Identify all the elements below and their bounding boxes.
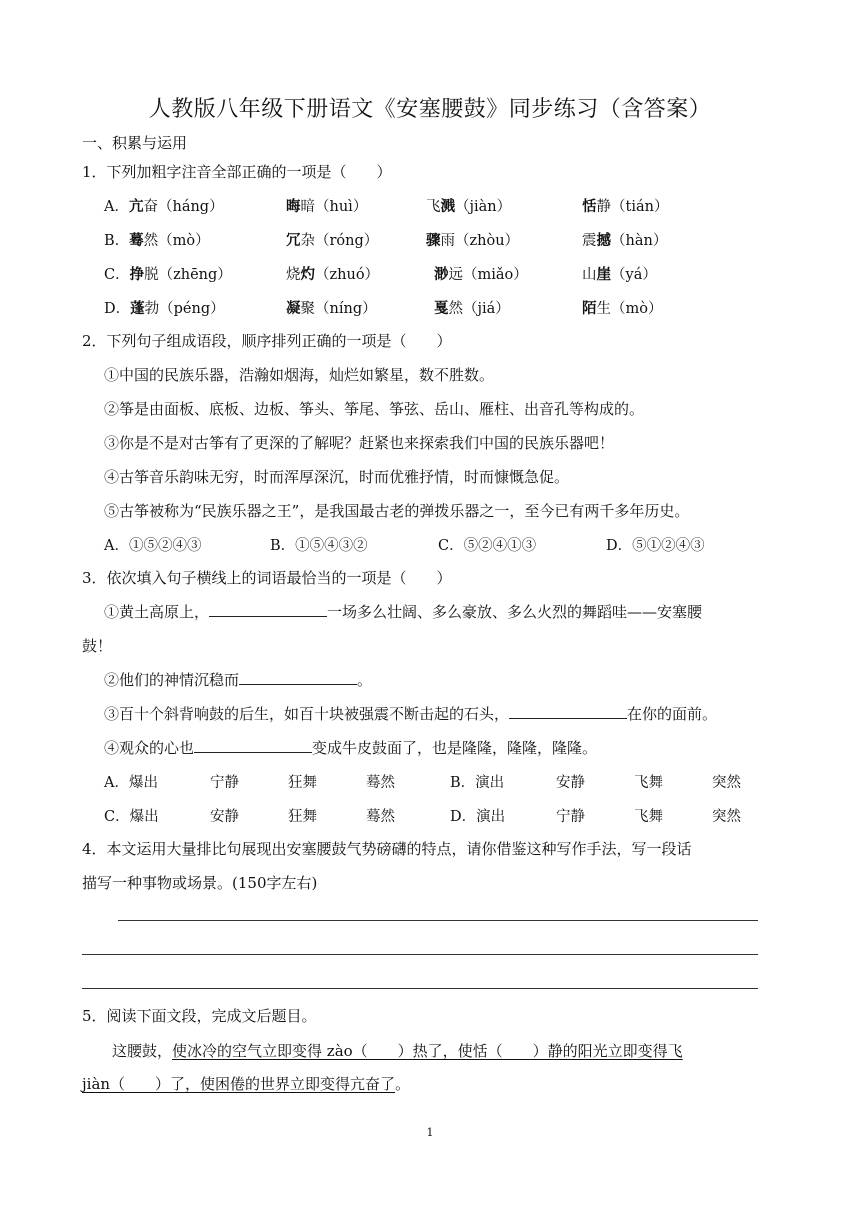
q3-option-a-w2: 宁静 — [210, 775, 239, 791]
q1-option-a3: 飞溅（jiàn） — [426, 198, 512, 215]
q3-option-d-w4: 突然 — [712, 809, 741, 825]
q2-option-b: B．①⑤④③② — [270, 538, 368, 554]
q1-option-a2: 晦暗（huì） — [286, 198, 368, 215]
q4-stem-line1: 4．本文运用大量排比句展现出安塞腰鼓气势磅礴的特点，请你借鉴这种写作手法，写一段话 — [82, 840, 692, 858]
q5-passage-line2: jiàn（ ）了，使困倦的世界立即变得亢奋了。 — [82, 1075, 411, 1093]
q2-option-d: D．⑤①②④③ — [606, 538, 705, 554]
q3-option-b-w2: 安静 — [556, 775, 585, 791]
answer-blank — [194, 738, 312, 753]
q3-sentence-1: ①黄土高原上， 一场多么壮阔、多么豪放、多么火烈的舞蹈哇——安塞腰 — [104, 603, 703, 621]
q2-sentence-5: ⑤古筝被称为“民族乐器之王”，是我国最古老的弹拨乐器之一，至今已有两千多年历史。 — [104, 502, 690, 520]
q2-option-c: C．⑤②④①③ — [438, 538, 537, 554]
q3-option-c-label: C．爆出 — [104, 809, 159, 825]
q3-option-a-w4: 蓦然 — [366, 775, 395, 791]
q3-option-d-w2: 宁静 — [556, 809, 585, 825]
q1-option-a4: 恬静（tián） — [582, 198, 669, 215]
q5-stem: 5．阅读下面文段，完成文后题目。 — [82, 1007, 317, 1025]
answer-blank — [509, 704, 627, 719]
page-number: 1 — [426, 1126, 434, 1139]
q3-option-a-label: A．爆出 — [104, 775, 158, 791]
q3-option-c-w3: 狂舞 — [288, 809, 317, 825]
q3-option-a-w3: 狂舞 — [288, 775, 317, 791]
answer-line — [82, 988, 758, 989]
q3-sentence-2: ②他们的神情沉稳而 。 — [104, 671, 373, 689]
q2-sentence-4: ④古筝音乐韵味无穷，时而浑厚深沉，时而优雅抒情，时而慷慨急促。 — [104, 468, 570, 486]
q1-stem: 1．下列加粗字注音全部正确的一项是（ ） — [82, 163, 392, 181]
q1-option-c2: 烧灼（zhuó） — [286, 266, 380, 283]
q1-option-b1: B．蓦然（mò） — [104, 232, 210, 249]
answer-line — [82, 954, 758, 955]
q3-option-b-label: B．演出 — [450, 775, 505, 791]
q1-option-b4: 震撼（hàn） — [582, 232, 668, 249]
q3-option-d-w3: 飞舞 — [634, 809, 663, 825]
answer-blank — [239, 670, 357, 685]
q3-stem: 3．依次填入句子横线上的词语最恰当的一项是（ ） — [82, 569, 452, 587]
q1-option-d2: 凝聚（níng） — [286, 300, 377, 317]
answer-line — [118, 920, 758, 921]
q3-sentence-4: ④观众的心也 变成牛皮鼓面了，也是隆隆，隆隆，隆隆。 — [104, 739, 598, 757]
q1-option-c4: 山崖（yá） — [582, 266, 657, 283]
q3-option-c-w4: 蓦然 — [366, 809, 395, 825]
q1-option-b2: 冗杂（róng） — [286, 232, 379, 249]
q2-option-a: A．①⑤②④③ — [104, 538, 202, 554]
q1-option-d4: 陌生（mò） — [582, 300, 663, 317]
q1-option-a1: A．亢奋（háng） — [104, 198, 224, 215]
q2-sentence-2: ②筝是由面板、底板、边板、筝头、筝尾、筝弦、岳山、雁柱、出音孔等构成的。 — [104, 400, 645, 418]
q4-stem-line2: 描写一种事物或场景。(150字左右) — [82, 874, 318, 892]
q2-sentence-1: ①中国的民族乐器，浩瀚如烟海，灿烂如繁星，数不胜数。 — [104, 366, 495, 384]
q3-option-b-w3: 飞舞 — [634, 775, 663, 791]
answer-blank — [209, 602, 327, 617]
q3-option-d-label: D．演出 — [450, 809, 506, 825]
q3-sentence-1-cont: 鼓！ — [82, 637, 113, 655]
q3-sentence-3: ③百十个斜背响鼓的后生，如百十块被强震不断击起的石头， 在你的面前。 — [104, 705, 718, 723]
q1-option-b3: 骤雨（zhòu） — [426, 232, 520, 249]
q5-passage-line1: 这腰鼓，使冰冷的空气立即变得 zào（ ）热了，使恬（ ）静的阳光立即变得飞 — [112, 1042, 683, 1060]
q2-stem: 2．下列句子组成语段，顺序排列正确的一项是（ ） — [82, 332, 452, 350]
q1-option-d1: D．蓬勃（péng） — [104, 300, 225, 317]
q1-option-c3: 渺远（miǎo） — [434, 266, 528, 283]
q3-option-c-w2: 安静 — [210, 809, 239, 825]
q3-option-b-w4: 突然 — [712, 775, 741, 791]
q2-sentence-3: ③你是不是对古筝有了更深的了解呢？赶紧也来探索我们中国的民族乐器吧！ — [104, 434, 615, 452]
q1-option-c1: C．挣脱（zhēng） — [104, 266, 232, 283]
q1-option-d3: 戛然（jiá） — [434, 300, 510, 317]
section-heading: 一、积累与运用 — [82, 134, 188, 152]
page-title: 人教版八年级下册语文《安塞腰鼓》同步练习（含答案） — [148, 97, 712, 122]
